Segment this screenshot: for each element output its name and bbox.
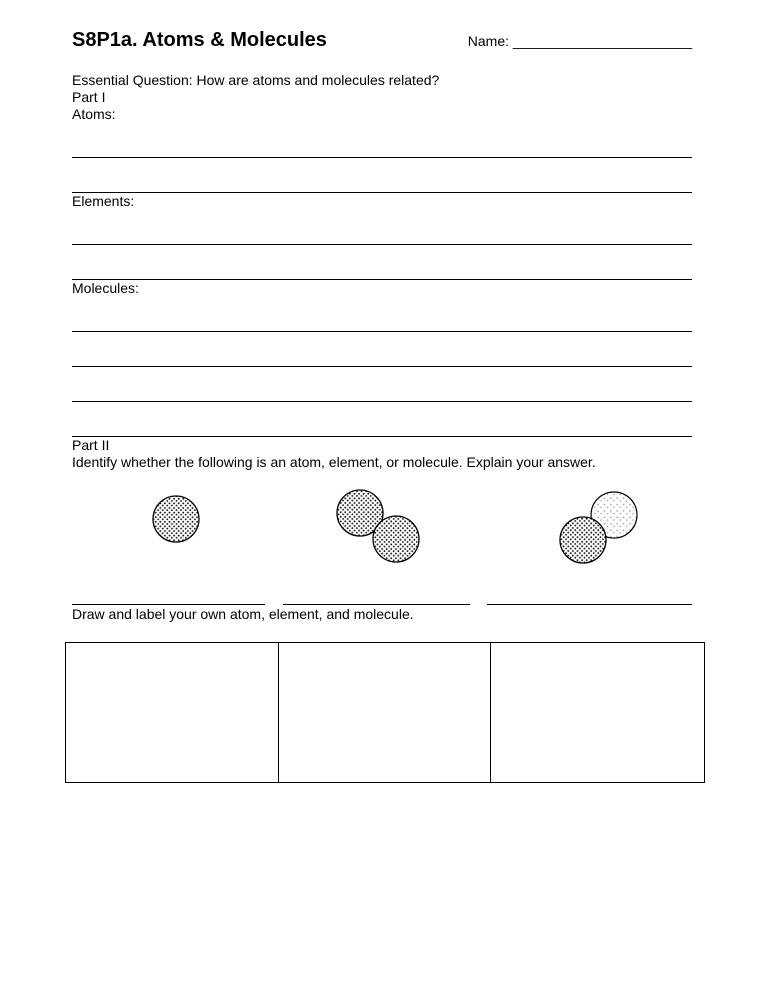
elements-label: Elements: [72, 193, 135, 209]
atoms-answer-line [72, 157, 692, 158]
essential-question: Essential Question: How are atoms and molecules related? [72, 72, 440, 88]
molecules-answer-line [72, 401, 692, 402]
identify-answer-line [283, 604, 470, 605]
draw-table-cell [66, 643, 279, 782]
identify-answer-line [72, 604, 265, 605]
name-blank-line: _______________________ [512, 33, 692, 49]
figure-two-different-shaded-circles [558, 490, 640, 568]
figure-two-identical-shaded-circles [335, 488, 423, 566]
draw-table [65, 642, 705, 783]
draw-instruction: Draw and label your own atom, element, and molecule. [72, 606, 414, 622]
part2-instruction: Identify whether the following is an atom, element, or molecule. Explain your answer. [72, 454, 596, 470]
dense-dotted-circle [153, 496, 199, 542]
atoms-label: Atoms: [72, 106, 116, 122]
dense-dotted-circle [560, 517, 606, 563]
draw-table-cell [491, 643, 704, 782]
draw-table-cell [279, 643, 492, 782]
molecules-answer-line [72, 331, 692, 332]
part2-heading: Part II [72, 437, 110, 453]
identify-figures-row [72, 487, 692, 571]
identify-answer-line [487, 604, 692, 605]
name-label: Name: [467, 33, 510, 49]
molecules-label: Molecules: [72, 280, 139, 296]
part1-heading: Part I [72, 89, 106, 105]
figure-single-dense-shaded-circle [150, 493, 202, 545]
page-title: S8P1a. Atoms & Molecules [72, 29, 327, 51]
elements-answer-line [72, 244, 692, 245]
dense-dotted-circle [373, 516, 419, 562]
molecules-answer-line [72, 366, 692, 367]
name-field [468, 33, 692, 50]
header [72, 28, 692, 52]
